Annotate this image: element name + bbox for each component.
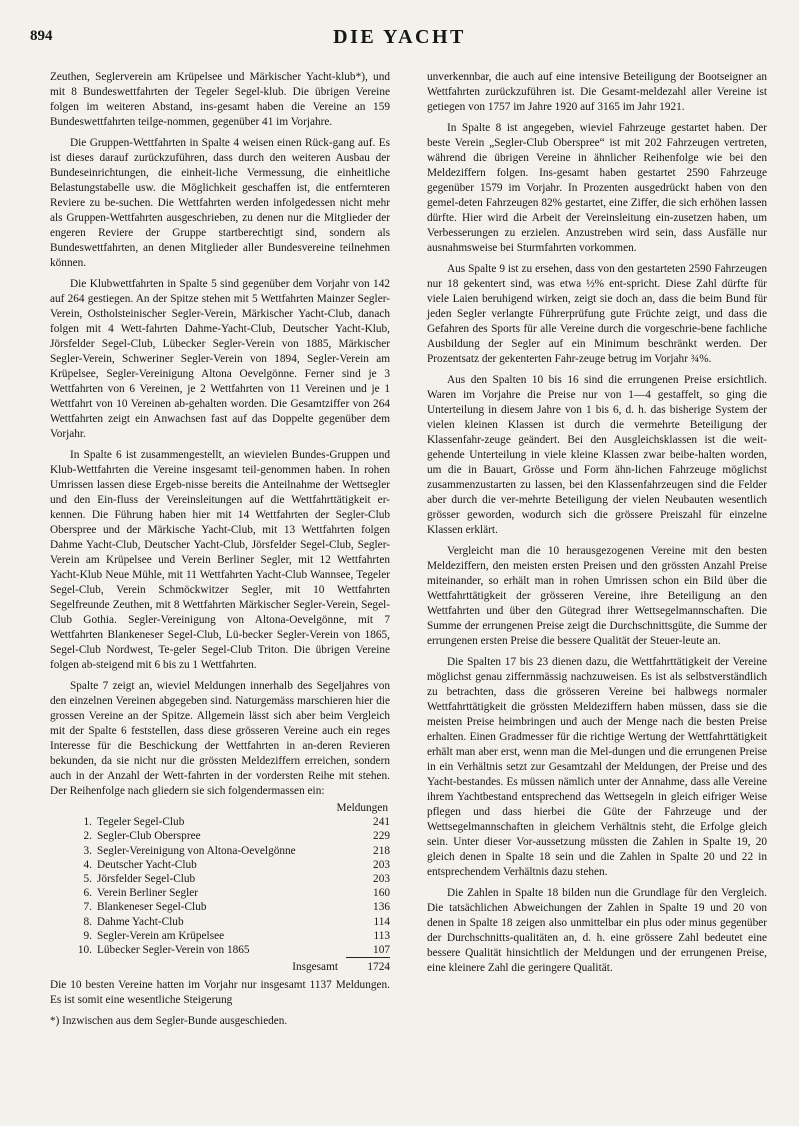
table-header: Meldungen bbox=[336, 802, 388, 814]
left-paragraph-2: Die Gruppen-Wettfahrten in Spalte 4 weisen einen Rück-gang auf. Es ist dieses darauf zurückzuführen, dass durch den weiteren Ausbau der Bundeseinrichtungen, die einheit-liche Vermessung, die einheitliche Belastungstabelle usw. die Möglichkeit geschaffen ist, die entfernteren Reviere zu be-suchen. Die Wettfahrten werden infolgedessen nicht mehr als Gruppen-Wettfahrten ausgeschrieben, zu denen nur die Mitglieder der engeren Reviere der Gruppe startberechtigt sind, sondern als Bundeswettfahrten, an denen Mitglieder aller Bundesvereine teilnehmen können. bbox=[50, 137, 390, 269]
table-rank: 3. bbox=[83, 844, 92, 857]
table-club-name: Blankeneser Segel-Club bbox=[97, 901, 207, 914]
table-row bbox=[50, 872, 390, 886]
table-value: 218 bbox=[373, 844, 390, 857]
table-row bbox=[50, 844, 390, 858]
left-column bbox=[50, 70, 390, 1029]
left-paragraph-6: Die 10 besten Vereine hatten im Vorjahr nur insgesamt 1137 Meldungen. Es ist somit eine wesentliche Steigerung bbox=[50, 979, 390, 1007]
table-value: 241 bbox=[373, 816, 390, 829]
table-rank: 5. bbox=[83, 873, 92, 886]
table-row bbox=[50, 858, 390, 872]
table-rank: 9. bbox=[83, 929, 92, 942]
right-paragraph-2: In Spalte 8 ist angegeben, wieviel Fahrzeuge gestartet haben. Der beste Verein „Segler-Club Oberspree“ ist mit 202 Fahrzeugen vertreten, während die übrigen Vereine in ähnlicher Reihenfolge wie bei den Meldeziffern folgen. Ins-gesamt haben gestartet 2590 Fahrzeuge gegenüber 1579 im Vorjahr. In Prozenten ausgedrückt haben von den gemel-deten Fahrzeugen 82% gestartet, eine Ziffer, die sich erhöhen lassen dürfte. Hier wird die Arbeit der Vereinsleitung ein-zusetzen haben, um Verbesserungen zu erzielen. Anzustreben wird sein, dass Ausfälle nur ausnahmsweise bei Sturmfahrten vorkommen. bbox=[427, 122, 767, 254]
right-paragraph-1: unverkennbar, die auch auf eine intensive Beteiligung der Bootseigner an Wettfahrten zurückzuführen ist. Die Gesamt-meldezahl aller Vereine ist getiegen von 1757 im Jahre 1920 auf 3165 im Jahr 1921. bbox=[427, 71, 767, 113]
right-paragraph-3: Aus Spalte 9 ist zu ersehen, dass von den gestarteten 2590 Fahrzeugen nur 18 gekentert sind, was etwa ½% ent-spricht. Diese Zahl dürfte für viele Laien beruhigend wirken, zeigt sie doch an, dass die beim Bund für jeden Segler verlangte Führerprüfung gute Früchte zeigt, und dass die Gefahren des Sports für alle Vereine durch die vorgeschrie-bene fachliche Ausbildung der Segler auf ein Minimum beschränkt werden. Der Prozentsatz der gekenterten Fahr-zeuge betrug im Vorjahr ¾%. bbox=[427, 263, 767, 365]
left-paragraph-4: In Spalte 6 ist zusammengestellt, an wievielen Bundes-Gruppen und Klub-Wettfahrten die Vereine insgesamt teil-genommen haben. In rohen Umrissen lassen diese Ergeb-nisse bereits die Anteilnahme der Wettsegler und den Ein-fluss der Vereinsleitungen auf die Wettfahrttätigkeit er-kennen. Die Führung haben hier mit 14 Wettfahrten der Segler-Club Oberspree und der Märkische Yacht-Club, mit 13 Wettfahrten folgen Dahme Yacht-Club, Deutscher Yacht-Club, Jörsfelder Segel-Club, Segler-Verein am Krüpelsee und Verein Berliner Segler, mit 12 Wettfahrten Yacht-Klub Neue Mühle, mit 11 Wettfahrten Yacht-Club Wannsee, Tegeler Segel-Club, Verein Schmöckwitzer Segler, mit 10 Wettfahrten Segelfreunde Zeuthen, mit 8 Wettfahrten Märkischer Segler-Verein, Segel-Club Gothia. Segler-Vereinigung von Altona-Oevelgönne, mit 7 Wettfahrten Blankeneser Segel-Club, Lü-becker Segler-Verein von 1865, Segel-Club Nordwest, Te-geler Segel-Club Triton. Die übrigen Vereine folgen ab-steigend mit 6 bis zu 1 Wettfahrten. bbox=[50, 449, 390, 671]
table-rank: 7. bbox=[83, 901, 92, 914]
right-paragraph-5: Vergleicht man die 10 herausgezogenen Vereine mit den besten Meldeziffern, den meisten ersten Preisen und den grössten Anzahl Preise miteinander, so erhält man in rohen Umrissen schon ein Bild über die Wettfahrttätigkeit der grösseren Vereine, ihre Beteiligung an den Wettfahrten und über den Gütegrad ihrer Wettsegelmannschaften. Die Summe der errungenen Preise zeigt die Durchschnittsgüte, die Summe der errungenen ersten Preise die bessere Qualität der Steuer-leute an. bbox=[427, 545, 767, 647]
table-total-row bbox=[50, 960, 390, 974]
table-row bbox=[50, 915, 390, 929]
table-value: 114 bbox=[373, 915, 390, 928]
table-club-name: Segler-Vereinigung von Altona-Oevelgönne bbox=[97, 844, 296, 857]
table-value: 113 bbox=[373, 929, 390, 942]
table-club-name: Deutscher Yacht-Club bbox=[97, 858, 197, 871]
table-rank: 10. bbox=[77, 944, 92, 957]
table-club-name: Segler-Club Oberspree bbox=[97, 830, 201, 843]
table-value: 229 bbox=[373, 830, 390, 843]
table-value: 136 bbox=[373, 901, 390, 914]
table-row bbox=[50, 929, 390, 943]
table-row bbox=[50, 815, 390, 829]
left-paragraph-3: Die Klubwettfahrten in Spalte 5 sind gegenüber dem Vorjahr von 142 auf 264 gestiegen. An der Spitze stehen mit 5 Wettfahrten Mainzer Segler-Verein, Ostholsteinischer Segler-Verein, Märkischer Yacht-Club, danach folgen mit 4 Wett-fahrten Dahme-Yacht-Club, Deutscher Yacht-Klub, Jörsfelder Segel-Club, Lübecker Segler-Verein von 1885, Märkischer Segler-Verein, Schweriner Segler-Verein von 1894, Segler-Verein am Krüpelsee, Segler-Vereinigung Altona Oevelgönne. Ferner sind je 3 Wettfahrten von 6 Vereinen, je 2 Wettfahrten von 11 Vereinen und je 1 Wettfahrt von 10 Vereinen ab-gehalten worden. Die Gesamtziffer von 264 Wettfahrten zeigt ein Anwachsen fast auf das Doppelte gegenüber dem Vorjahr. bbox=[50, 278, 390, 440]
table-value: 203 bbox=[373, 873, 390, 886]
table-rank: 1. bbox=[83, 816, 92, 829]
table-value: 203 bbox=[373, 858, 390, 871]
right-paragraph-6: Die Spalten 17 bis 23 dienen dazu, die Wettfahrttätigkeit der Vereine möglichst genau ziffernmässig nachzuweisen. Es ist als selbstverständlich zu betrachten, dass die grösseren Vereine bei halbwegs normaler Wettfahrttätigkeit die grössten Meldeziffern haben müssen, dass sie die meisten Preise heimbringen und auch der Menge nach die besten Preise erhalten. Einen Gradmesser für die richtige Wertung der Wettfahrttätigkeit erhält man aber erst, wenn man die Mel-dungen und die errungenen Preise in ein Verhältnis setzt zur Gesamtzahl der Meldungen, der Preise und des Yacht-bestandes. Es müssen nämlich unter der Annahme, dass alle Vereine ihrem Yachtbestand entsprechend das Wettsegeln in gleich eifriger Weise pflegen und dass hierbei die Güte der Fahrzeuge und der Wettsegelmannschaften in gleichem Verhältnis steht, die Erfolge gleich sein. Unter dieser Vor-aussetzung müssten die Zahlen in Spalte 19, 20 gleich denen in Spalte 18 sein und die Zahlen in Spalte 20 und 22 in entsprechendem Verhältnis dazu stehen. bbox=[427, 656, 767, 878]
table-rank: 8. bbox=[83, 915, 92, 928]
table-club-name: Verein Berliner Segler bbox=[97, 887, 199, 900]
table-club-name: Jörsfelder Segel-Club bbox=[97, 873, 196, 886]
table-row bbox=[50, 886, 390, 900]
table-rank: 2. bbox=[83, 830, 92, 843]
meldungen-table bbox=[50, 801, 390, 974]
table-club-name: Segler-Verein am Krüpelsee bbox=[97, 929, 225, 942]
table-club-name: Dahme Yacht-Club bbox=[97, 915, 184, 928]
table-body bbox=[50, 815, 390, 958]
total-value: 1724 bbox=[367, 961, 390, 974]
left-paragraph-5: Spalte 7 zeigt an, wieviel Meldungen innerhalb des Segeljahres von den einzelnen Vereinen abgegeben sind. Naturgemäss marschieren hier die grossen Vereine an der Spitze. Allgemein lässt sich aber beim Vergleich mit der Spalte 6 feststellen, dass diese grösseren Vereine auch ein reges Interesse für die Beschickung der Wettfahrten in an-deren Revieren bekunden, da sie nicht nur die grössten Meldeziffern erreichen, sondern auch in der Anzahl der Wett-fahrten in der vordersten Reihe mit stehen. Der Reihenfolge nach gliedern sie sich folgendermassen ein: bbox=[50, 680, 390, 797]
table-rank: 4. bbox=[83, 858, 92, 871]
table-row bbox=[50, 900, 390, 914]
table-row bbox=[50, 829, 390, 843]
table-rank: 6. bbox=[83, 887, 92, 900]
page-number: 894 bbox=[30, 28, 53, 44]
right-paragraph-7: Die Zahlen in Spalte 18 bilden nun die Grundlage für den Vergleich. Die tatsächlichen Abweichungen der Zahlen in Spalte 19 und 20 von denen in Spalte 18 zeigen also unmittelbar ein plus oder minus gegenüber der Durchschnitts-qualitäten an, d. h. eine grössere Zahl bedeutet eine bessere Qualität hinsichtlich der Meldungen und der errungenen Preise, eine kleinere Zahl die geringere Qualität. bbox=[427, 887, 767, 974]
right-paragraph-4: Aus den Spalten 10 bis 16 sind die errungenen Preise ersichtlich. Waren im Vorjahre die Preise nur von 1—4 gestaffelt, so ging die Unterteilung in diesem Jahre von 1 bis 6, d. h. das bisherige System der vielen kleinen Klassen ist durch die vermehrte Beteiligung der Klassenfahr-zeuge geändert. Bei den Ausgleichsklassen ist die weit-gehende Unterteilung in viele kleine Klassen zwar beibe-halten worden, um die in Bauart, Grösse und Form ähn-lichen Fahrzeuge möglichst zusammenzustarten zu lassen, bei den Klassenfahrzeugen sind die Felder aber durch die ver-mehrte Beteiligung der vielen Neubauten wesentlich grösser geworden, wodurch sich die grössere Preiszahl für einzelne Klassen erklärt. bbox=[427, 374, 767, 536]
table-value: 107 bbox=[346, 943, 390, 958]
total-label: Insgesamt bbox=[292, 961, 338, 974]
footnote: *) Inzwischen aus dem Segler-Bunde ausgeschieden. bbox=[50, 1015, 288, 1028]
right-column bbox=[427, 70, 767, 976]
table-row bbox=[50, 943, 390, 958]
table-club-name: Tegeler Segel-Club bbox=[97, 816, 185, 829]
table-club-name: Lübecker Segler-Verein von 1865 bbox=[97, 944, 250, 957]
left-paragraph-1: Zeuthen, Seglerverein am Krüpelsee und Märkischer Yacht-klub*), und mit 8 Bundeswettfahrten der Tegeler Segel-klub. Die übrigen Vereine folgen im weiteren Abstand, ins-gesamt haben die Vereine an 159 Bundeswettfahrten teilge-nommen, gegenüber 41 im Vorjahre. bbox=[50, 71, 390, 128]
running-title: DIE YACHT bbox=[333, 26, 466, 48]
table-value: 160 bbox=[373, 887, 390, 900]
